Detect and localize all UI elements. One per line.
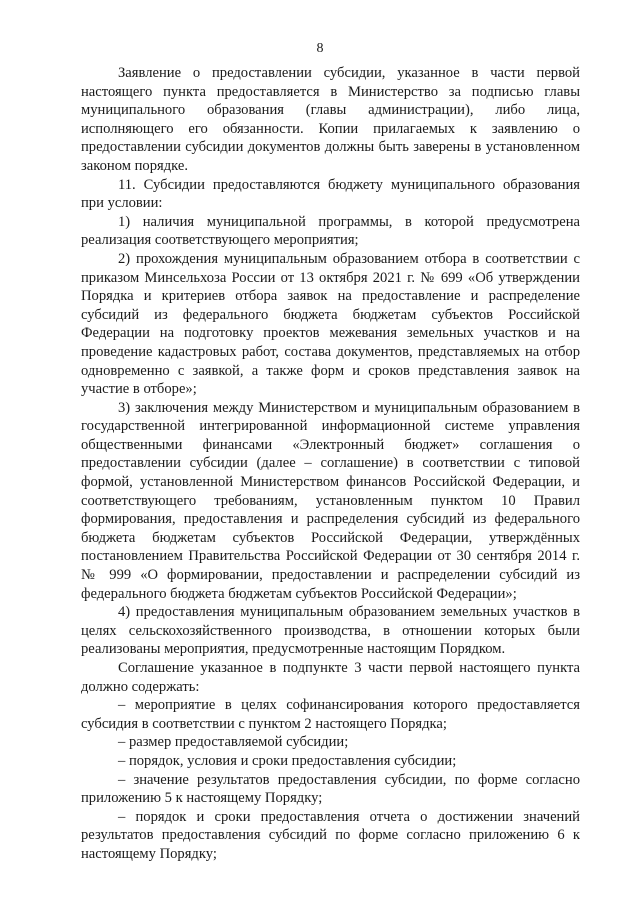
list-item-subsidy-amount: – размер предоставляемой субсидии; bbox=[118, 734, 349, 751]
list-item-event: – мероприятие в целях софинансирования которого предоставляется субсидия в соответствии с пунктом 2 настоящего Порядка; bbox=[81, 697, 580, 732]
paragraph-condition-3: 3) заключения между Министерством и муниципальным образованием в государственной интегрированной информационной системе управления общественными финансами «Электронный бюджет» соглашения о предоставлении субсидии (далее – соглашение) в соответствии с типовой формой, установленной Министерством финансов Российской Федерации, и соответствующего требованиям, установленным пунктом 10 Правил формирования, предоставления и распределения субсидий из федерального бюджета бюджетам субъектов Российской Федерации, утверждённых постановлением Правительства Российской Федерации от 30 сентября 2014 г. № 999 «О формировании, предоставлении и распределении субсидий из федерального бюджета бюджетам субъектов Российской Федерации»; bbox=[81, 399, 580, 602]
document-body bbox=[81, 64, 580, 864]
paragraph-condition-1: 1) наличия муниципальной программы, в которой предусмотрена реализация соответствующего мероприятия; bbox=[81, 213, 580, 249]
paragraph-application-signature: Заявление о предоставлении субсидии, указанное в части первой настоящего пункта предоставляется в Министерство за подписью главы муниципального образования (главы администрации), либо лица, исполняющего его обязанности. Копии прилагаемых к заявлению о предоставлении субсидии документов должны быть заверены в установленном законом порядке. bbox=[81, 65, 580, 174]
list-item-report-procedure: – порядок и сроки предоставления отчета о достижении значений результатов предоставления субсидий по форме согласно приложению 6 к настоящему Порядку; bbox=[81, 808, 580, 862]
list-item-results-values: – значение результатов предоставления субсидии, по форме согласно приложению 5 к настоящему Порядку; bbox=[81, 771, 580, 807]
paragraph-condition-2: 2) прохождения муниципальным образованием отбора в соответствии с приказом Минсельхоза России от 13 октября 2021 г. № 699 «Об утверждении Порядка и критериев отбора заявок на предоставление и распределение субсидий из федерального бюджета бюджетам субъектов Российской Федерации на подготовку проектов межевания земельных участков и на проведение кадастровых работ, состава документов, представляемых на отбор одновременно с заявкой, а также форм и сроков представления заявок на участие в отборе»; bbox=[81, 250, 580, 398]
paragraph-clause-11: 11. Субсидии предоставляются бюджету муниципального образования при условии: bbox=[81, 176, 580, 212]
page-number: 8 bbox=[316, 41, 324, 56]
list-item-procedure-terms: – порядок, условия и сроки предоставления субсидии; bbox=[118, 752, 457, 769]
paragraph-agreement-contents: Соглашение указанное в подпункте 3 части первой настоящего пункта должно содержать: bbox=[81, 660, 580, 695]
paragraph-condition-4: 4) предоставления муниципальным образованием земельных участков в целях сельскохозяйственного производства, в отношении которых были реализованы мероприятия, предусмотренные настоящим Порядком. bbox=[81, 604, 580, 658]
